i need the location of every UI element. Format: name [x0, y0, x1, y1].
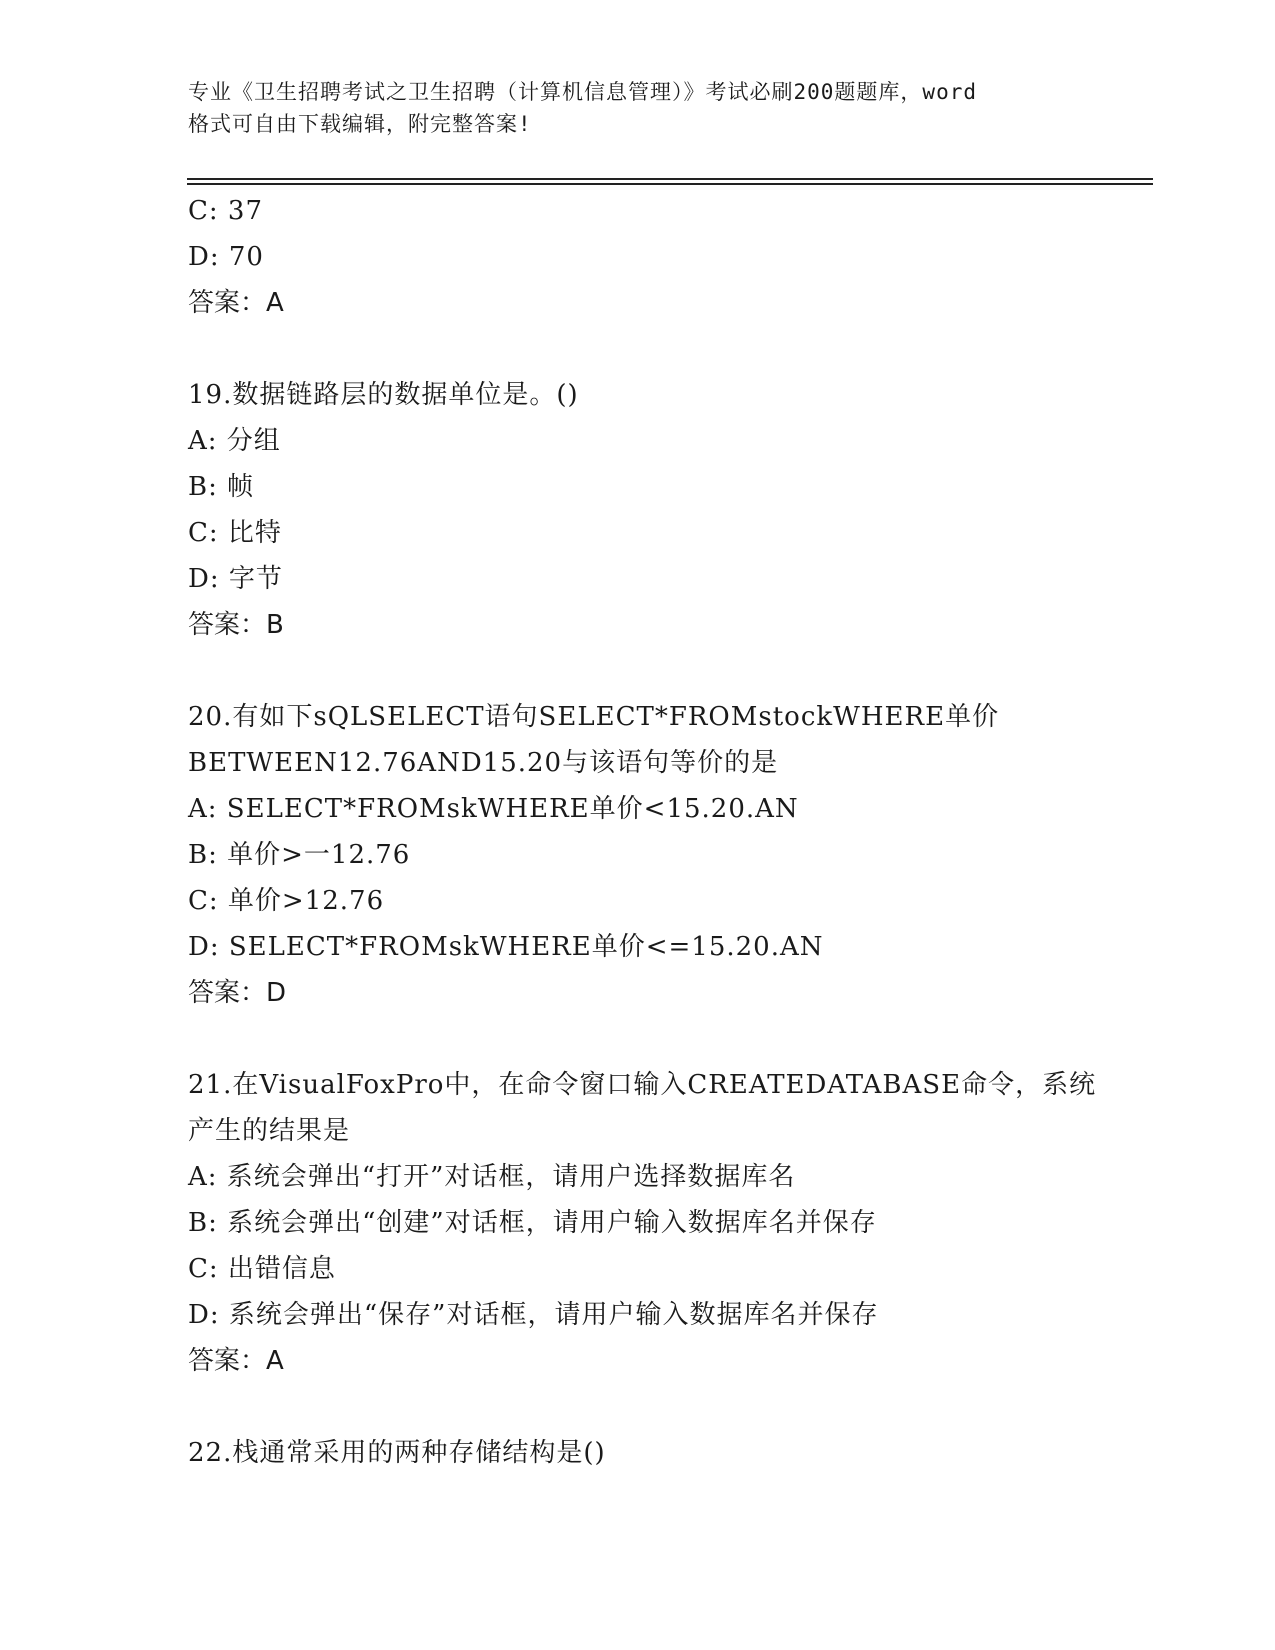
- answer-line: 答案：A: [188, 1346, 284, 1376]
- spacer: [188, 648, 1088, 694]
- option-c: C: 比特: [188, 518, 282, 548]
- answer-line: 答案：A: [188, 288, 284, 318]
- question-stem-continued: BETWEEN12.76AND15.20与该语句等价的是: [188, 748, 779, 778]
- header-rule-bottom: [187, 183, 1153, 185]
- option-a: A: 分组: [188, 426, 281, 456]
- option-b: B: 单价>一12.76: [188, 840, 411, 870]
- document-header: [188, 76, 1088, 140]
- option-d: D: 字节: [188, 564, 283, 594]
- option-a: A: SELECT*FROMskWHERE单价<15.20.AN: [188, 794, 799, 824]
- spacer: [188, 1016, 1088, 1062]
- answer-line: 答案：D: [188, 978, 287, 1008]
- header-line-1: 专业《卫生招聘考试之卫生招聘（计算机信息管理）》考试必刷200题题库，word: [188, 80, 977, 104]
- header-rule-top: [187, 178, 1153, 180]
- question-stem: 19.数据链路层的数据单位是。(): [188, 380, 579, 410]
- option-d: D: 70: [188, 242, 264, 272]
- header-line-2: 格式可自由下载编辑，附完整答案!: [188, 112, 532, 136]
- option-c: C: 37: [188, 196, 264, 226]
- question-content: [188, 188, 1097, 1476]
- spacer: [188, 326, 1088, 372]
- question-stem: 20.有如下sQLSELECT语句SELECT*FROMstockWHERE单价: [188, 702, 1000, 732]
- option-c: C: 出错信息: [188, 1254, 336, 1284]
- option-a: A: 系统会弹出“打开”对话框，请用户选择数据库名: [188, 1162, 796, 1192]
- option-d: D: SELECT*FROMskWHERE单价<=15.20.AN: [188, 932, 824, 962]
- option-c: C: 单价>12.76: [188, 886, 385, 916]
- option-b: B: 帧: [188, 472, 255, 502]
- spacer: [188, 1384, 1088, 1430]
- option-d: D: 系统会弹出“保存”对话框，请用户输入数据库名并保存: [188, 1300, 879, 1330]
- question-stem: 22.栈通常采用的两种存储结构是(): [188, 1438, 606, 1468]
- question-stem: 21.在VisualFoxPro中，在命令窗口输入CREATEDATABASE命令，系统: [188, 1070, 1097, 1100]
- option-b: B: 系统会弹出“创建”对话框，请用户输入数据库名并保存: [188, 1208, 877, 1238]
- answer-line: 答案：B: [188, 610, 284, 640]
- question-stem-continued: 产生的结果是: [188, 1116, 351, 1146]
